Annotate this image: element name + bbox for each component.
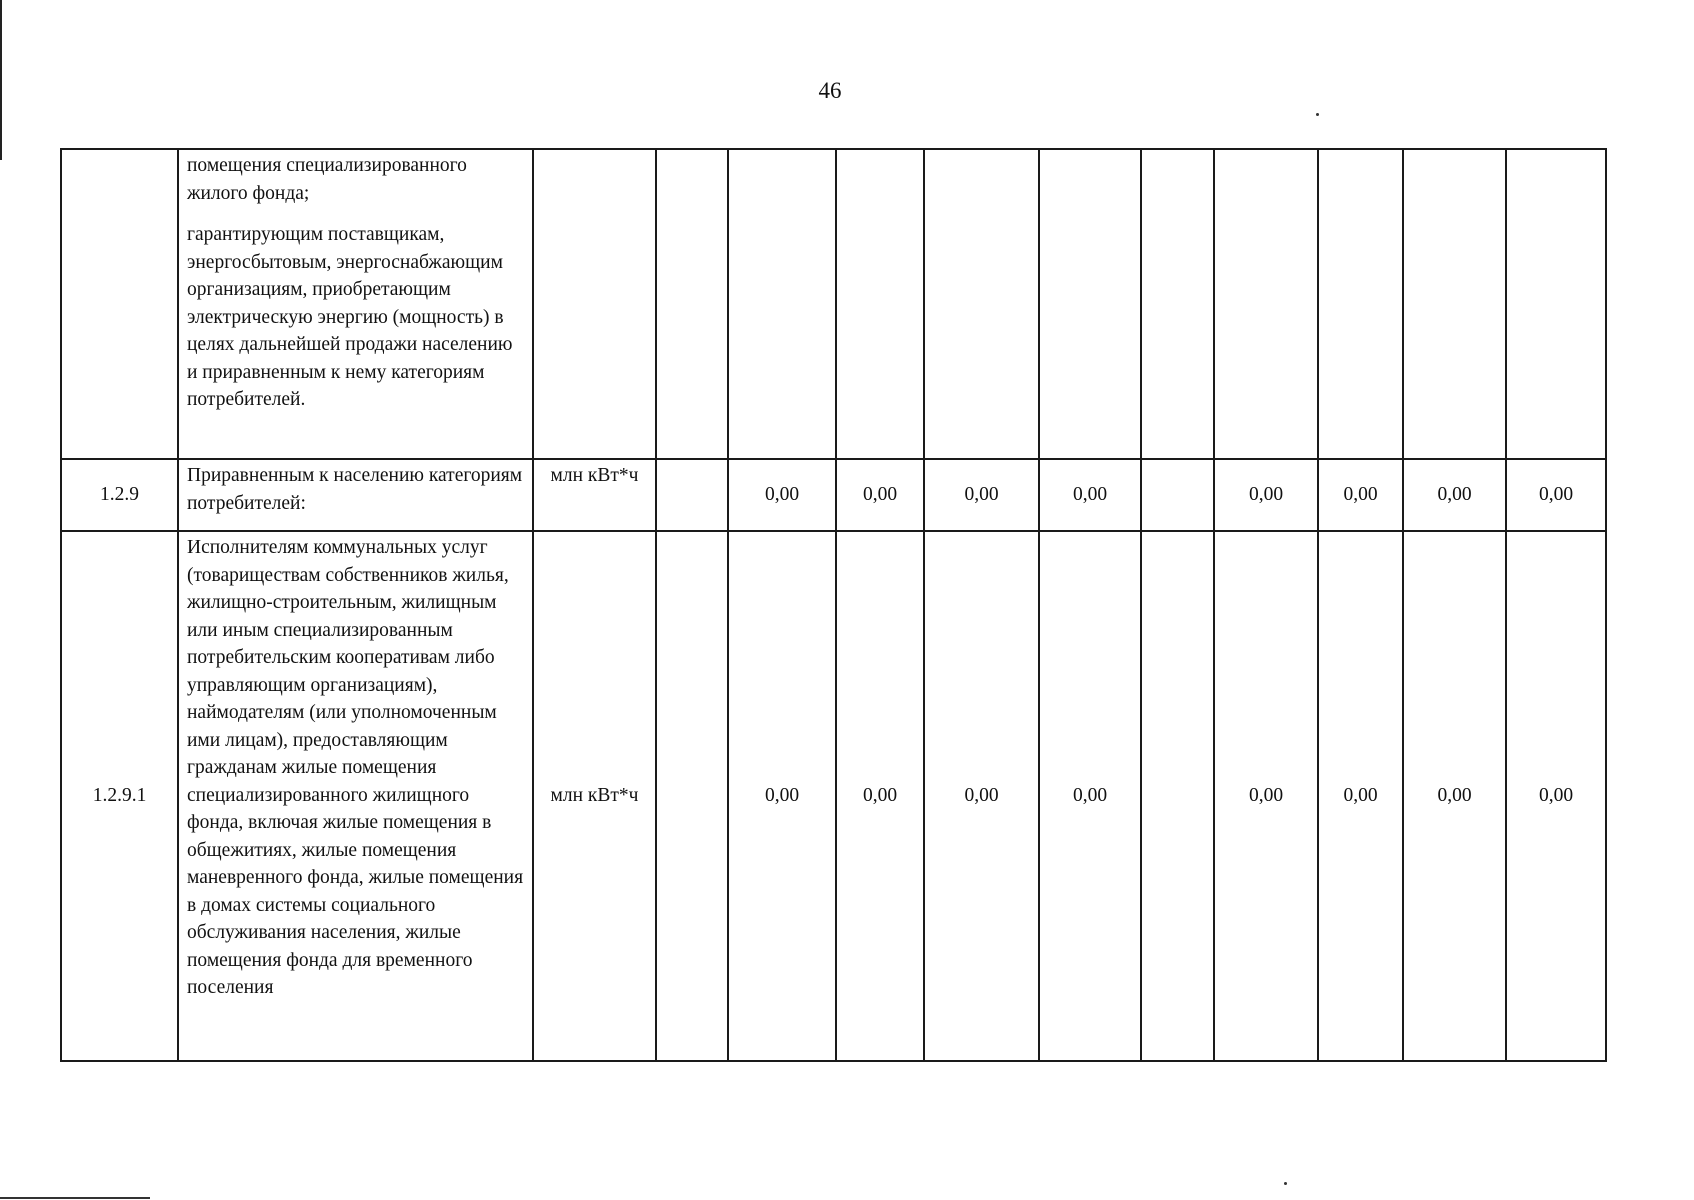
value-cell bbox=[656, 459, 728, 531]
row-description bbox=[178, 531, 533, 1061]
value-cell: 0,00 bbox=[1506, 459, 1606, 531]
row-unit: млн кВт*ч bbox=[533, 531, 656, 1061]
value-cell: 0,00 bbox=[924, 459, 1039, 531]
row-unit bbox=[533, 149, 656, 459]
value-cell: 0,00 bbox=[1403, 531, 1506, 1061]
description-paragraph: гарантирующим поставщикам, энергосбытовым, энергоснабжающим организациям, приобретающим электрическую энергию (мощность) в целях дальнейшей продажи населению и приравненным к нему категориям потребителей. bbox=[187, 224, 513, 410]
scan-speck bbox=[1284, 1182, 1287, 1185]
value-cell: 0,00 bbox=[1039, 459, 1141, 531]
table-row bbox=[61, 149, 1606, 459]
description-paragraph: Исполнителям коммунальных услуг (товариществам собственников жилья, жилищно-строительным, жилищным или иным специализированным потребительским кооперативам либо управляющим организациям), наймодателям (или уполномоченным ими лицам), предоставляющим гражданам жилые помещения специализированного жилищного фонда, включая жилые помещения в общежитиях, жилые помещения маневренного фонда, жилые помещения в домах системы социального обслуживания населения, жилые помещения фонда для временного поселения bbox=[187, 537, 524, 998]
value-cell bbox=[656, 531, 728, 1061]
value-cell: 0,00 bbox=[836, 531, 924, 1061]
value-cell bbox=[656, 149, 728, 459]
value-cell bbox=[1506, 149, 1606, 459]
scan-bottom-rule bbox=[0, 1197, 150, 1199]
value-cell bbox=[1141, 459, 1214, 531]
row-code: 1.2.9.1 bbox=[61, 531, 178, 1061]
value-cell bbox=[1141, 149, 1214, 459]
row-description bbox=[178, 149, 533, 459]
value-cell: 0,00 bbox=[1506, 531, 1606, 1061]
table-row bbox=[61, 459, 1606, 531]
table-row bbox=[61, 531, 1606, 1061]
scan-speck bbox=[1316, 113, 1319, 116]
value-cell bbox=[1214, 149, 1318, 459]
description-paragraph: Приравненным к населению категориям потребителей: bbox=[187, 465, 523, 514]
description-paragraph: помещения специализированного жилого фонда; bbox=[187, 155, 467, 204]
value-cell bbox=[1141, 531, 1214, 1061]
value-cell bbox=[1403, 149, 1506, 459]
row-code: 1.2.9 bbox=[61, 459, 178, 531]
value-cell bbox=[728, 149, 836, 459]
row-description bbox=[178, 459, 533, 531]
value-cell: 0,00 bbox=[1318, 531, 1403, 1061]
tariff-volume-table bbox=[60, 148, 1607, 1062]
page-number: 46 bbox=[818, 78, 842, 103]
value-cell: 0,00 bbox=[728, 531, 836, 1061]
value-cell: 0,00 bbox=[1039, 531, 1141, 1061]
value-cell bbox=[1318, 149, 1403, 459]
value-cell: 0,00 bbox=[1403, 459, 1506, 531]
value-cell: 0,00 bbox=[1214, 459, 1318, 531]
value-cell bbox=[836, 149, 924, 459]
value-cell: 0,00 bbox=[1318, 459, 1403, 531]
value-cell: 0,00 bbox=[836, 459, 924, 531]
value-cell: 0,00 bbox=[1214, 531, 1318, 1061]
row-unit: млн кВт*ч bbox=[533, 459, 656, 531]
value-cell: 0,00 bbox=[728, 459, 836, 531]
value-cell bbox=[924, 149, 1039, 459]
value-cell: 0,00 bbox=[924, 531, 1039, 1061]
row-code bbox=[61, 149, 178, 459]
value-cell bbox=[1039, 149, 1141, 459]
